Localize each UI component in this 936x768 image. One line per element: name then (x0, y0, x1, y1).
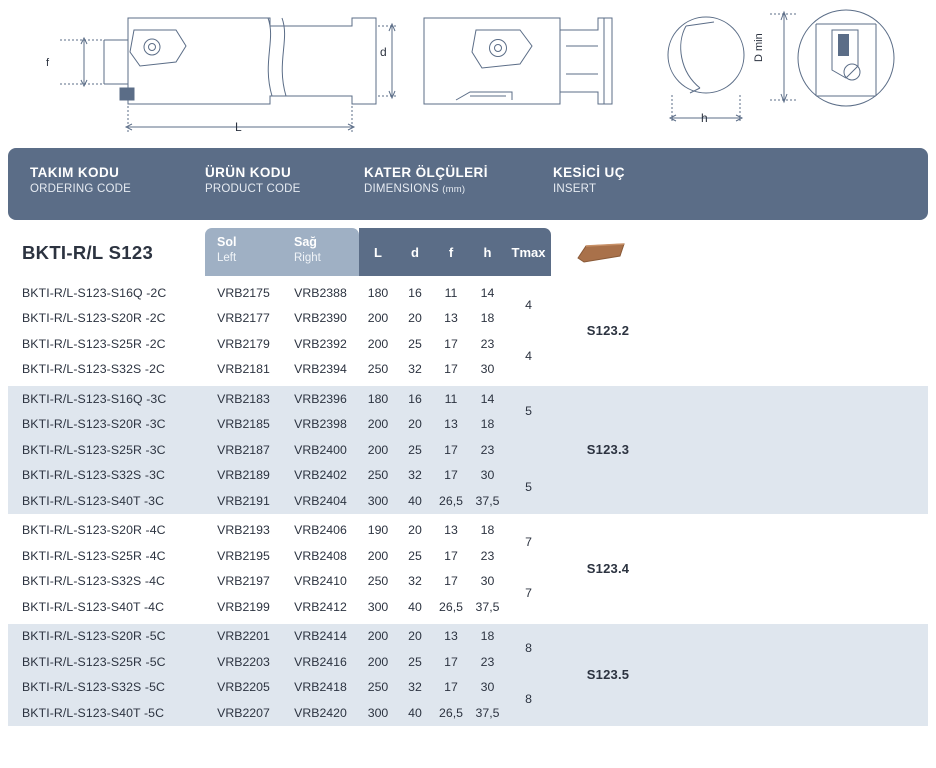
cell-product-code-sag: VRB2404 (294, 493, 347, 508)
cell-dim-L: 200 (367, 311, 389, 326)
cell-product-code-sol: VRB2179 (217, 336, 270, 351)
cell-product-code-sag: VRB2388 (294, 285, 347, 300)
cell-ordering-code: BKTI-R/L-S123-S20R -2C (22, 311, 166, 326)
cell-dim-h: 18 (480, 629, 495, 644)
cell-product-code-sag: VRB2412 (294, 599, 347, 614)
cell-dim-h: 30 (480, 468, 495, 483)
col-sag-tr: Sağ (294, 235, 317, 249)
cell-product-code-sol: VRB2181 (217, 362, 270, 377)
cell-tmax: 8 (525, 641, 532, 655)
cell-dim-d: 25 (408, 336, 422, 351)
cell-dim-d: 16 (408, 285, 422, 300)
cell-product-code-sag: VRB2408 (294, 548, 347, 563)
cell-dim-L: 190 (367, 523, 389, 538)
cell-insert-code: S123.4 (586, 560, 630, 576)
cell-ordering-code: BKTI-R/L-S123-S20R -3C (22, 417, 166, 432)
cell-dim-d: 32 (408, 680, 422, 695)
cell-product-code-sol: VRB2195 (217, 548, 270, 563)
cell-dim-f: 26,5 (439, 599, 463, 614)
cell-product-code-sag: VRB2418 (294, 680, 347, 695)
table-row[interactable] (8, 700, 928, 726)
table-row[interactable] (8, 624, 928, 650)
cell-dim-L: 180 (367, 285, 389, 300)
cell-ordering-code: BKTI-R/L-S123-S32S -4C (22, 574, 165, 589)
cell-dim-f: 17 (444, 362, 458, 377)
cell-ordering-code: BKTI-R/L-S123-S20R -4C (22, 523, 166, 538)
cell-dim-d: 20 (408, 629, 422, 644)
table-row[interactable] (8, 675, 928, 701)
drawing-label-L: L (235, 120, 242, 134)
table-header-band (8, 148, 928, 220)
insert-illustration (574, 236, 630, 270)
col-header-d: d (411, 244, 419, 260)
cell-dim-f: 11 (444, 391, 458, 406)
cell-dim-L: 200 (367, 654, 389, 669)
cell-product-code-sag: VRB2392 (294, 336, 347, 351)
product-group (8, 280, 928, 382)
cell-dim-h: 37,5 (475, 705, 500, 720)
cell-product-code-sag: VRB2400 (294, 442, 347, 457)
col-header-L: L (374, 244, 382, 260)
cell-dim-d: 32 (408, 362, 422, 377)
drawing-label-dmin: D min (753, 33, 765, 62)
cell-tmax: 5 (525, 480, 532, 494)
cell-ordering-code: BKTI-R/L-S123-S16Q -3C (22, 391, 167, 406)
product-group (8, 386, 928, 514)
header-col-dimensions-tr: KATER ÖLÇÜLERİ (364, 165, 488, 180)
cell-ordering-code: BKTI-R/L-S123-S25R -3C (22, 442, 166, 457)
cell-dim-f: 17 (444, 574, 458, 589)
cell-product-code-sag: VRB2402 (294, 468, 347, 483)
header-col-dimensions (364, 164, 488, 198)
table-row[interactable] (8, 488, 928, 514)
cell-tmax: 8 (525, 692, 532, 706)
cell-product-code-sag: VRB2394 (294, 362, 347, 377)
cell-dim-f: 13 (444, 629, 458, 644)
col-sol-en: Left (217, 252, 237, 264)
cell-ordering-code: BKTI-R/L-S123-S25R -5C (22, 654, 166, 669)
cell-dim-h: 37,5 (475, 493, 500, 508)
cell-product-code-sag: VRB2398 (294, 417, 347, 432)
cell-dim-d: 20 (408, 523, 422, 538)
table-row[interactable] (8, 412, 928, 438)
cell-ordering-code: BKTI-R/L-S123-S25R -4C (22, 548, 166, 563)
drawing-svg (0, 0, 936, 148)
col-sag-en: Right (294, 252, 321, 264)
table-row[interactable] (8, 463, 928, 489)
cell-dim-L: 250 (367, 680, 389, 695)
cell-ordering-code: BKTI-R/L-S123-S40T -4C (22, 599, 165, 614)
cell-dim-L: 200 (367, 629, 389, 644)
cell-ordering-code: BKTI-R/L-S123-S32S -5C (22, 680, 165, 695)
cell-ordering-code: BKTI-R/L-S123-S16Q -2C (22, 285, 167, 300)
cell-product-code-sol: VRB2199 (217, 599, 270, 614)
col-header-tmax: Tmax (511, 244, 546, 260)
cell-product-code-sol: VRB2183 (217, 391, 270, 406)
table-row[interactable] (8, 386, 928, 412)
cell-product-code-sol: VRB2177 (217, 311, 270, 326)
cell-product-code-sag: VRB2420 (294, 705, 347, 720)
technical-drawings (0, 0, 936, 148)
cell-dim-L: 200 (367, 548, 389, 563)
cell-ordering-code: BKTI-R/L-S123-S20R -5C (22, 629, 166, 644)
cell-dim-h: 23 (480, 548, 495, 563)
table-row[interactable] (8, 543, 928, 569)
cell-dim-L: 200 (367, 417, 389, 432)
table-row[interactable] (8, 649, 928, 675)
cell-ordering-code: BKTI-R/L-S123-S32S -3C (22, 468, 165, 483)
cell-dim-d: 16 (408, 391, 422, 406)
header-col-ordering-code-tr: TAKIM KODU (30, 165, 120, 180)
table-row[interactable] (8, 357, 928, 383)
header-col-dimensions-en-text: DIMENSIONS (364, 183, 439, 195)
cell-dim-f: 17 (444, 442, 458, 457)
header-col-insert (553, 164, 625, 197)
header-col-ordering-code-en: ORDERING CODE (30, 183, 131, 195)
table-row[interactable] (8, 594, 928, 620)
header-col-ordering-code (30, 164, 131, 197)
cell-dim-f: 13 (444, 523, 458, 538)
cell-dim-h: 18 (480, 523, 495, 538)
series-title: BKTI-R/L S123 (22, 242, 154, 263)
cell-product-code-sag: VRB2390 (294, 311, 347, 326)
cell-dim-f: 11 (444, 285, 458, 300)
cell-dim-L: 300 (367, 493, 389, 508)
cell-dim-L: 200 (367, 336, 389, 351)
cell-product-code-sol: VRB2175 (217, 285, 270, 300)
product-group (8, 624, 928, 726)
cell-dim-h: 30 (480, 574, 495, 589)
cell-dim-f: 17 (444, 468, 458, 483)
cell-tmax: 5 (525, 403, 532, 418)
cell-dim-h: 18 (480, 311, 495, 326)
cell-dim-d: 20 (408, 311, 422, 326)
table-row[interactable] (8, 331, 928, 357)
cell-insert-code: S123.3 (586, 441, 630, 457)
cell-product-code-sol: VRB2185 (217, 417, 270, 432)
drawing-label-d: d (380, 45, 387, 59)
cell-dim-f: 13 (444, 311, 458, 326)
cell-dim-f: 17 (444, 654, 458, 669)
header-col-insert-tr: KESİCİ UÇ (553, 165, 625, 180)
header-col-insert-en: INSERT (553, 183, 597, 195)
cell-dim-h: 23 (480, 442, 495, 457)
drawing-label-h: h (701, 111, 708, 125)
product-group (8, 518, 928, 620)
cell-dim-f: 17 (444, 336, 458, 351)
cell-product-code-sol: VRB2189 (217, 468, 270, 483)
header-col-product-code-tr: ÜRÜN KODU (205, 165, 292, 180)
cell-dim-h: 18 (480, 417, 495, 432)
cell-dim-f: 26,5 (439, 705, 463, 720)
cell-dim-d: 40 (408, 599, 422, 614)
cell-dim-d: 25 (408, 442, 422, 457)
cell-dim-h: 37,5 (475, 599, 500, 614)
col-sol-tr: Sol (217, 235, 237, 249)
col-header-f: f (448, 244, 454, 260)
cell-dim-d: 40 (408, 705, 422, 720)
cell-product-code-sag: VRB2406 (294, 523, 347, 538)
cell-dim-d: 20 (408, 417, 422, 432)
cell-dim-d: 40 (408, 493, 422, 508)
cell-dim-L: 300 (367, 705, 389, 720)
cell-dim-L: 180 (367, 391, 389, 406)
cell-ordering-code: BKTI-R/L-S123-S32S -2C (22, 362, 165, 377)
table-row[interactable] (8, 518, 928, 544)
cell-dim-f: 13 (444, 417, 458, 432)
cell-product-code-sag: VRB2410 (294, 574, 347, 589)
cell-insert-code: S123.5 (586, 666, 630, 682)
cell-product-code-sol: VRB2201 (217, 629, 270, 644)
cell-dim-f: 26,5 (439, 493, 463, 508)
cell-ordering-code: BKTI-R/L-S123-S25R -2C (22, 336, 166, 351)
cell-dim-f: 17 (444, 548, 458, 563)
col-header-h: h (483, 244, 492, 260)
cell-tmax: 7 (525, 535, 532, 549)
col-sag (282, 228, 359, 276)
cell-dim-h: 14 (480, 391, 495, 406)
cell-tmax: 4 (525, 348, 532, 363)
table-row[interactable] (8, 306, 928, 332)
cell-dim-d: 32 (408, 574, 422, 589)
col-sol (205, 228, 282, 276)
cell-product-code-sag: VRB2396 (294, 391, 347, 406)
cell-dim-L: 250 (367, 468, 389, 483)
cell-ordering-code: BKTI-R/L-S123-S40T -5C (22, 705, 165, 720)
table-row[interactable] (8, 280, 928, 306)
cell-dim-d: 32 (408, 468, 422, 483)
cell-dim-h: 14 (480, 285, 495, 300)
cell-product-code-sol: VRB2203 (217, 654, 270, 669)
header-col-dimensions-unit: (mm) (442, 184, 466, 195)
table-row[interactable] (8, 569, 928, 595)
cell-dim-d: 25 (408, 654, 422, 669)
cell-tmax: 7 (525, 586, 532, 600)
cell-dim-h: 30 (480, 362, 495, 377)
cell-dim-h: 23 (480, 336, 495, 351)
cell-product-code-sol: VRB2191 (217, 493, 270, 508)
cell-dim-f: 17 (444, 680, 458, 695)
cell-ordering-code: BKTI-R/L-S123-S40T -3C (22, 493, 165, 508)
cell-product-code-sag: VRB2414 (294, 629, 347, 644)
cell-dim-d: 25 (408, 548, 422, 563)
cell-dim-L: 200 (367, 442, 389, 457)
cell-product-code-sol: VRB2207 (217, 705, 270, 720)
cell-product-code-sag: VRB2416 (294, 654, 347, 669)
cell-dim-h: 30 (480, 680, 495, 695)
table-subheader (8, 228, 928, 280)
drawing-label-f: f (46, 57, 50, 69)
cell-dim-L: 300 (367, 599, 389, 614)
cell-tmax: 4 (525, 297, 532, 312)
cell-dim-L: 250 (367, 362, 389, 377)
sol-sag-band (205, 228, 359, 276)
cell-product-code-sol: VRB2193 (217, 523, 270, 538)
table-row[interactable] (8, 437, 928, 463)
header-col-product-code (205, 164, 300, 197)
header-col-dimensions-en (364, 181, 488, 198)
cell-product-code-sol: VRB2197 (217, 574, 270, 589)
header-col-product-code-en: PRODUCT CODE (205, 183, 301, 195)
product-table (8, 280, 928, 726)
dimensions-band (359, 228, 551, 276)
cell-dim-L: 250 (367, 574, 389, 589)
cell-insert-code: S123.2 (586, 323, 630, 338)
cell-dim-h: 23 (480, 654, 495, 669)
cell-product-code-sol: VRB2205 (217, 680, 270, 695)
cell-product-code-sol: VRB2187 (217, 442, 270, 457)
